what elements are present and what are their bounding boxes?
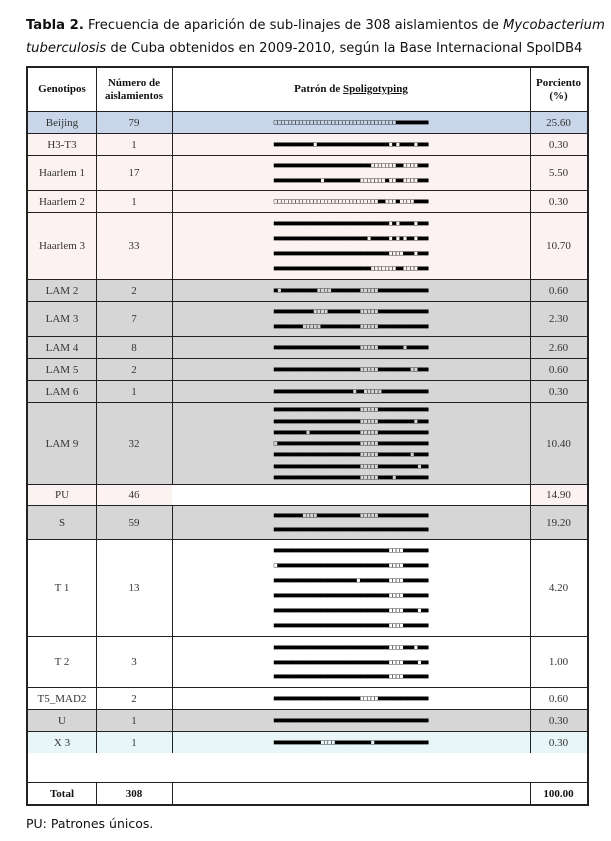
genotipo-cell: LAM 6 — [28, 381, 97, 402]
porciento-cell: 14.90 — [546, 489, 571, 501]
spoligo-pattern: ■■■■■■■■■■■■■■■■■■■■■■□■■□□□□□■■■■■■■■■■■■■ — [273, 387, 429, 395]
table-row — [28, 336, 587, 358]
patron-cell — [172, 506, 531, 539]
genotipo-cell: T5_MAD2 — [28, 688, 97, 709]
porciento-cell: 10.40 — [546, 437, 571, 450]
spoligo-pattern: □■■■■■■■■■■■■■■■■■■■■■■■□□□□□■■■■■■■■■■■■■■ — [273, 439, 429, 447]
caption-species-1: Mycobacterium — [503, 18, 605, 33]
patron-cell — [172, 191, 531, 212]
porciento-cell: 0.30 — [548, 385, 569, 398]
porciento-cell: 2.30 — [548, 313, 569, 325]
porciento-cell: 0.30 — [548, 714, 569, 727]
patron-cell — [172, 485, 531, 505]
spoligo-pattern: ■■■■■■■■■■■■■■■■■■■■■■■■■■■□□□□□□□■■□□□□■■■ — [273, 161, 429, 170]
genotipo-cell: LAM 3 — [28, 302, 97, 336]
numero-cell: 46 — [96, 485, 173, 505]
total-porciento: 100.00 — [543, 787, 574, 800]
spoligo-pattern: □□□□□□□□□□□□□□□□□□□□□□□□□□□□□■■□□□■□□□□■■■■ — [273, 197, 429, 205]
table-row — [28, 539, 587, 636]
numero-cell: 2 — [96, 359, 173, 380]
spoligo-pattern: ■■■■■■■■■■■■■■■■■■■■■■■■■■■■■■■■□□□□■■■■■■■ — [273, 621, 429, 629]
genotipo-cell: U — [28, 710, 97, 731]
table-row — [28, 402, 587, 484]
porciento-cell: 19.20 — [546, 516, 571, 529]
spoligo-pattern: ■■■■■■■■■■■■■■■■■■■■■■■■■■□■■■■■□■□■□■■□■■■ — [273, 234, 429, 242]
patron-cell — [172, 302, 531, 336]
patron-cell — [172, 337, 531, 358]
footnote: PU: Patrones únicos. — [26, 816, 154, 831]
numero-cell: 1 — [96, 710, 173, 731]
spoligotyping-table — [26, 66, 589, 806]
spoligo-pattern: ■■■■■■■■■■■■■■■■■■■■■■■■□□□□□■■■■■■■■■□□■■■ — [273, 365, 429, 373]
table-row — [28, 380, 587, 402]
spoligo-pattern: ■■■■■■■■■■■■■□□□□■■■■■■■■■■□■■■■■■■■■■■■■■■ — [273, 738, 429, 746]
spoligo-pattern: ■■■■■■■■□□□□■■■■■■■■■■■■□□□□□■■■■■■■■■■■■■■ — [273, 511, 429, 519]
numero-cell: 59 — [96, 506, 173, 539]
porciento-cell: 0.60 — [548, 363, 569, 376]
numero-cell: 3 — [96, 637, 173, 687]
table-row — [28, 358, 587, 380]
spoligo-pattern: ■■■■■■■■□□□□□■■■■■■■■■■■□□□□□■■■■■■■■■■■■■■ — [273, 321, 429, 330]
numero-cell: 8 — [96, 337, 173, 358]
genotipo-cell: Haarlem 3 — [28, 213, 97, 279]
genotipo-cell: LAM 9 — [28, 403, 97, 484]
spoligo-pattern: □■■■■■■■■■■■■■■■■■■■■■■■■■■■■■■■□□□□■■■■■■■ — [273, 561, 429, 569]
spoligo-pattern: ■■■■■■■■■■■■■■■■■■■■■■■■■■■■■■■■■■■■■■■■■■■ — [273, 525, 429, 533]
patron-cell — [172, 359, 531, 380]
patron-cell — [172, 156, 531, 190]
genotipo-cell: Beijing — [28, 112, 97, 133]
genotipo-cell: H3-T3 — [28, 134, 97, 155]
porciento-cell: 0.30 — [548, 195, 569, 208]
spoligo-pattern: ■□■■■■■■■■■■□□□□■■■■■■■■□□□□□■■■■■■■■■■■■■■ — [273, 286, 429, 294]
genotipo-cell: LAM 4 — [28, 337, 97, 358]
patron-cell — [172, 732, 531, 753]
patron-cell — [172, 280, 531, 301]
spoligo-pattern: ■■■■■■■■■■■■■■■■■■■■■■■■■■■■■■■■□□□□■■■■□■■ — [273, 657, 429, 666]
numero-cell: 7 — [96, 302, 173, 336]
table-row — [28, 687, 587, 709]
spoligo-pattern: ■■■■■■■■■■■■■■■■■■■■■■■■□□□□□■■■■■■■■■■□■■■ — [273, 416, 429, 425]
porciento-cell: 0.60 — [548, 692, 569, 705]
table-caption — [26, 14, 611, 60]
genotipo-cell: Haarlem 1 — [28, 156, 97, 190]
spoligo-pattern: ■■■■■■■■■■■■■■■■■■■■■■■■■■■■■■■■□□□□■■■□■■■ — [273, 249, 429, 257]
porciento-cell: 5.50 — [548, 167, 569, 179]
caption-text-1: Frecuencia de aparición de sub-linajes de 308 aislamientos de — [83, 18, 504, 33]
numero-cell: 1 — [96, 732, 173, 753]
porciento-cell: 1.00 — [548, 656, 569, 668]
caption-label: Tabla 2. — [26, 18, 84, 33]
total-row — [28, 782, 587, 804]
genotipo-cell: X 3 — [28, 732, 97, 753]
table-row — [28, 133, 587, 155]
spoligo-pattern: ■■■■■■■■■■■■■□■■■■■■■■■■□□□□□□□■□□■■□□□□■■■ — [273, 175, 429, 184]
genotipo-cell: LAM 2 — [28, 280, 97, 301]
patron-cell — [172, 381, 531, 402]
caption-text-2: de Cuba obtenidos en 2009-2010, según la Base Internacional SpolDB4 — [106, 41, 583, 56]
numero-cell: 1 — [96, 191, 173, 212]
spoligo-pattern: ■■■■■■■■■■■□□□□■■■■■■■■■□□□□□■■■■■■■■■■■■■■ — [273, 307, 429, 316]
porciento-cell: 2.60 — [548, 341, 569, 354]
numero-cell: 17 — [96, 156, 173, 190]
patron-cell — [172, 134, 531, 155]
spoligo-pattern: ■■■■■■■■■■■■■■■■■■■■■■■□■■■■■■■■□□□□■■■■■■■ — [273, 576, 429, 584]
patron-cell — [172, 710, 531, 731]
porciento-cell: 0.30 — [548, 736, 569, 749]
spoligo-pattern: ■■■■■■■■■■■■■■■■■■■■■■■■□□□□□■■■■□■■■■■■■■■ — [273, 472, 429, 481]
porciento-cell: 25.60 — [546, 116, 571, 129]
table-row — [28, 636, 587, 687]
spoligo-pattern: ■■■■■■■■■■■■■■■■■■■■■■■■■■■■■■■■□□□□■■■■□■■ — [273, 606, 429, 614]
numero-cell: 79 — [96, 112, 173, 133]
numero-cell: 33 — [96, 213, 173, 279]
spoligo-pattern: ■■■■■■■■■■■■■■■■■■■■■■■■■■■■■■■■□■□■■■■□■■■ — [273, 219, 429, 227]
genotipo-cell: PU — [28, 485, 97, 505]
numero-cell: 1 — [96, 381, 173, 402]
porciento-cell: 4.20 — [548, 582, 569, 594]
porciento-cell: 10.70 — [546, 240, 571, 252]
genotipo-cell: S — [28, 506, 97, 539]
table-row — [28, 111, 587, 133]
patron-cell — [172, 540, 531, 636]
table-row — [28, 505, 587, 539]
table-row — [28, 731, 587, 753]
caption-species-2: tuberculosis — [26, 41, 107, 56]
spoligo-pattern: □□□□□□□□□□□□□□□□□□□□□□□□□□□□□□□□□□■■■■■■■■■ — [273, 118, 429, 126]
header-genotipos: Genotipos — [28, 68, 97, 111]
spoligo-pattern: ■■■■■■■■■■■■■■■■■■■■■■■■□□□□□■■■■■■■□■■■■■■ — [273, 343, 429, 351]
spoligo-pattern: ■■■■■■■■■■■□■■■■■■■■■■■■■■■■■■■■□■□■■■■□■■■ — [273, 140, 429, 148]
genotipo-cell: Haarlem 2 — [28, 191, 97, 212]
numero-cell: 32 — [96, 403, 173, 484]
porciento-cell: 0.60 — [548, 284, 569, 297]
total-pattern — [172, 783, 531, 804]
spoligo-pattern: ■■■■■■■■■■■■■■■■■■■■■■■■■■■□□□□□□□■■□□□□■■■ — [273, 264, 429, 272]
spoligo-pattern: ■■■■■■■■■■■■■■■■■■■■■■■■■■■■■■■■□□□□■■■■■■■ — [273, 672, 429, 681]
table-row — [28, 709, 587, 731]
table-row — [28, 155, 587, 190]
numero-cell: 1 — [96, 134, 173, 155]
numero-cell: 2 — [96, 280, 173, 301]
spoligo-pattern: ■■■■■■■■■■■■■■■■■■■■■■■■■■■■■■■■□□□□■■■■■■■ — [273, 591, 429, 599]
table-row — [28, 484, 587, 505]
porciento-cell: 0.30 — [548, 138, 569, 151]
genotipo-cell: T 2 — [28, 637, 97, 687]
spoligo-pattern: ■■■■■■■■■■■■■■■■■■■■■■■■□□□□□■■■■■■■■■■■■■■ — [273, 405, 429, 414]
genotipo-cell: LAM 5 — [28, 359, 97, 380]
header-porciento: Porciento (%) — [535, 76, 581, 102]
table-row — [28, 301, 587, 336]
spoligo-pattern: ■■■■■■■■■■■■■■■■■■■■■■■■□□□□□■■■■■■■■■■■■■■ — [273, 694, 429, 702]
table-row — [28, 190, 587, 212]
patron-cell — [172, 637, 531, 687]
patron-cell — [172, 688, 531, 709]
spoligo-pattern: ■■■■■■■■■■■■■■■■■■■■■■■■□□□□□■■■■■■■■■■■□■■ — [273, 461, 429, 470]
patron-cell — [172, 112, 531, 133]
patron-cell — [172, 403, 531, 484]
header-row — [28, 68, 587, 111]
header-patron: Patrón de Spoligotyping — [172, 68, 531, 111]
numero-cell: 13 — [96, 540, 173, 636]
patron-cell — [172, 213, 531, 279]
spoligo-pattern: ■■■■■■■■■■■■■■■■■■■■■■■■□□□□□■■■■■■■■■□■■■■ — [273, 450, 429, 459]
header-numero: Número de aislamientos — [96, 68, 173, 111]
table-row — [28, 212, 587, 279]
total-label: Total — [28, 783, 97, 804]
spoligo-pattern: ■■■■■■■■■■■■■■■■■■■■■■■■■■■■■■■■□□□□■■■□■■■ — [273, 642, 429, 651]
spoligo-pattern: ■■■■■■■■■■■■■■■■■■■■■■■■■■■■■■■■■■■■■■■■■■■ — [273, 716, 429, 724]
table-row — [28, 279, 587, 301]
genotipo-cell: T 1 — [28, 540, 97, 636]
spoligo-pattern: ■■■■■■■■■■■■■■■■■■■■■■■■■■■■■■■■□□□□■■■■■■■ — [273, 546, 429, 554]
spoligo-pattern: ■■■■■■■■■□■■■■■■■■■■■■■■□□□□□■■■■■■■■■■■■■■ — [273, 427, 429, 436]
total-numero: 308 — [96, 783, 173, 804]
numero-cell: 2 — [96, 688, 173, 709]
